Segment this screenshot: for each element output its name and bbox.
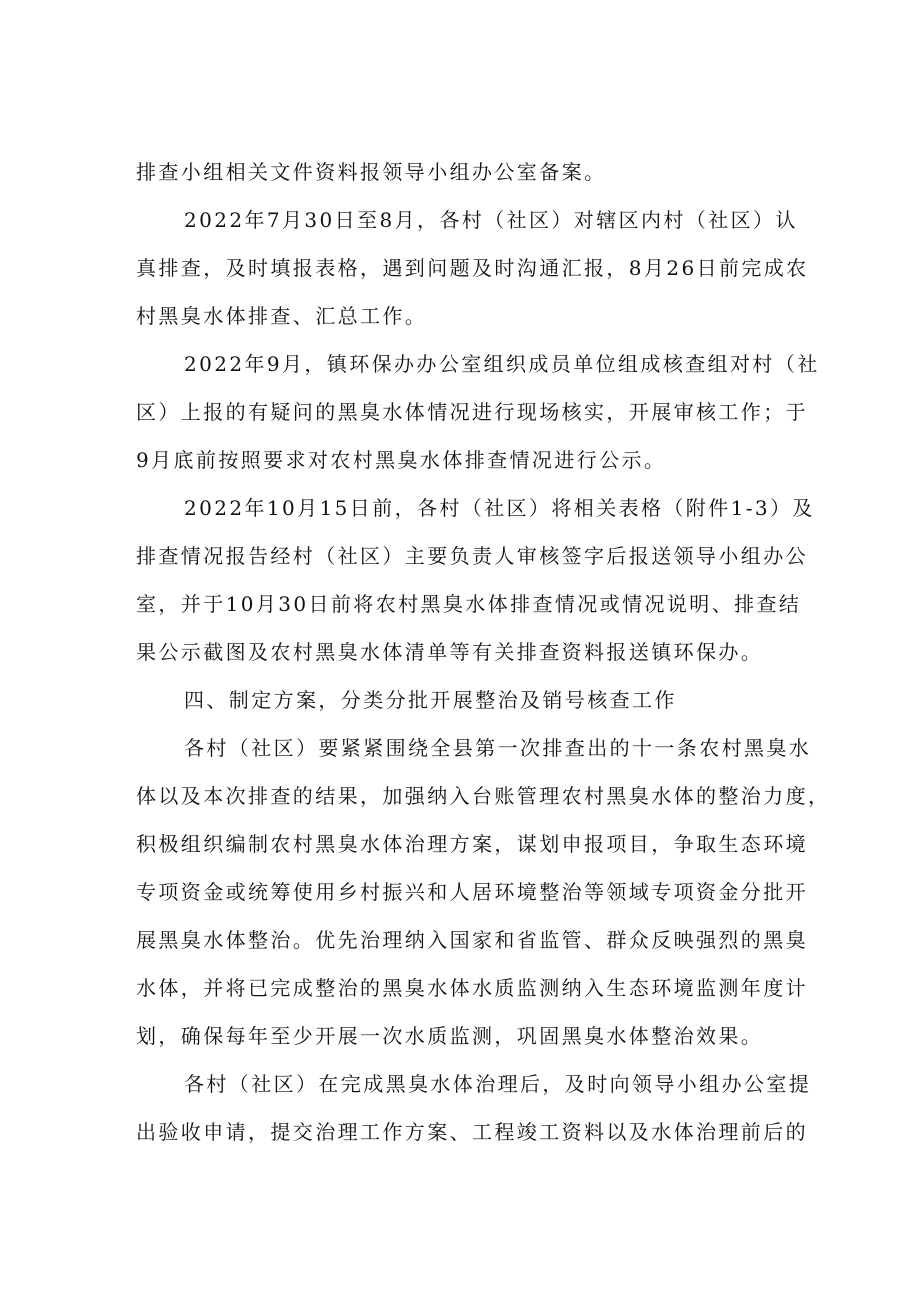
paragraph-line: 积极组织编制农村黑臭水体治理方案，谋划申报项目，争取生态环境 [136, 832, 808, 856]
paragraph-line: 各村（社区）要紧紧围绕全县第一次排查出的十一条农村黑臭水 [184, 736, 812, 760]
paragraph-line: 体以及本次排查的结果，加强纳入台账管理农村黑臭水体的整治力度， [136, 784, 831, 808]
paragraph-line: 专项资金或统筹使用乡村振兴和人居环境整治等领域专项资金分批开 [136, 880, 808, 904]
paragraph-line: 水体，并将已完成整治的黑臭水体水质监测纳入生态环境监测年度计 [136, 976, 808, 1000]
paragraph-line: 各村（社区）在完成黑臭水体治理后，及时向领导小组办公室提 [184, 1072, 812, 1096]
paragraph-line: 排查小组相关文件资料报领导小组办公室备案。 [136, 160, 607, 184]
paragraph-line: 果公示截图及农村黑臭水体清单等有关排查资料报送镇环保办。 [136, 640, 764, 664]
paragraph-line: 2022年7月30日至8月，各村（社区）对辖区内村（社区）认 [184, 208, 798, 232]
paragraph-line: 划，确保每年至少开展一次水质监测，巩固黑臭水体整治效果。 [136, 1024, 764, 1048]
paragraph-line: 9月底前按照要求对农村黑臭水体排查情况进行公示。 [136, 448, 667, 472]
paragraph-line: 展黑臭水体整治。优先治理纳入国家和省监管、群众反映强烈的黑臭 [136, 928, 808, 952]
paragraph-line: 室，并于10月30日前将农村黑臭水体排查情况或情况说明、排查结 [136, 592, 802, 616]
paragraph-line: 排查情况报告经村（社区）主要负责人审核签字后报送领导小组办公 [136, 544, 808, 568]
section-heading: 四、制定方案，分类分批开展整治及销号核查工作 [184, 688, 677, 712]
paragraph-line: 真排查，及时填报表格，遇到问题及时沟通汇报，8月26日前完成农 [136, 256, 809, 280]
paragraph-line: 出验收申请，提交治理工作方案、工程竣工资料以及水体治理前后的 [136, 1120, 808, 1144]
paragraph-line: 2022年9月，镇环保办办公室组织成员单位组成核查组对村（社 [184, 352, 820, 376]
paragraph-line: 2022年10月15日前，各村（社区）将相关表格（附件1-3）及 [184, 496, 815, 520]
paragraph-line: 村黑臭水体排查、汇总工作。 [136, 304, 428, 328]
paragraph-line: 区）上报的有疑问的黑臭水体情况进行现场核实，开展审核工作；于 [136, 400, 808, 424]
